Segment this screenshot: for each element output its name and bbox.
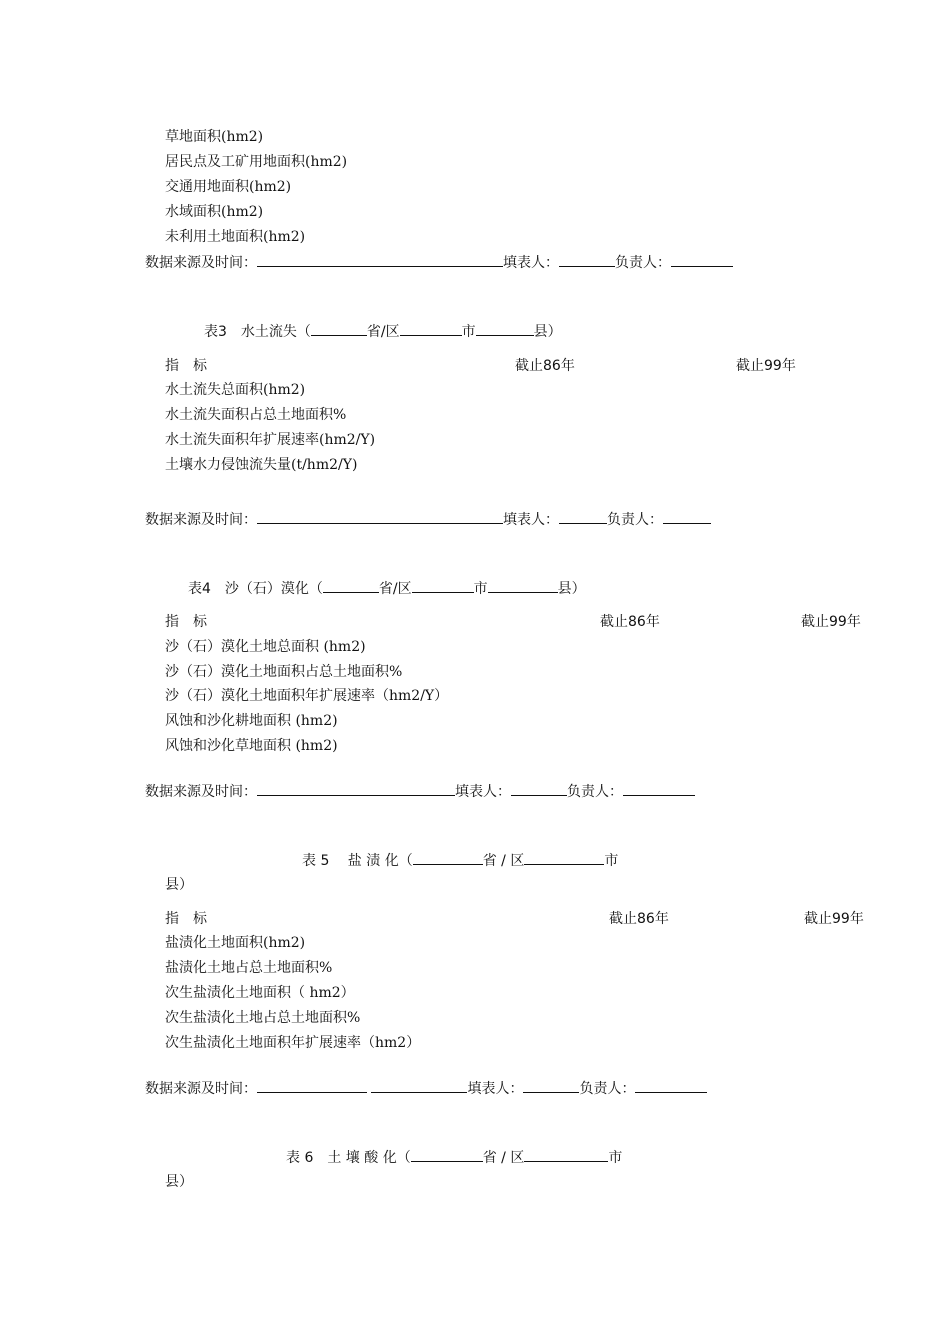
- table5-title-county: 县）: [165, 877, 193, 893]
- table5-col-86: 截止86年: [609, 911, 669, 927]
- table5-row: 盐渍化土地面积(hm2): [165, 935, 306, 951]
- table3-row: 水土流失总面积(hm2): [165, 382, 306, 398]
- table2-footer: 数据来源及时间： 填表人： 负责人：: [145, 252, 733, 273]
- table2-row: 水域面积(hm2): [165, 204, 264, 220]
- table5-title: 表 5 盐 渍 化（ 省 / 区 市: [302, 850, 618, 871]
- table4-indicator-header: 指 标: [165, 614, 207, 630]
- table5-row: 次生盐渍化土地面积（ hm2）: [165, 985, 355, 1001]
- table3-row: 水土流失面积占总土地面积%: [165, 407, 347, 423]
- table5-row: 盐渍化土地占总土地面积%: [165, 960, 333, 976]
- table3-col-99: 截止99年: [736, 358, 796, 374]
- table5-row: 次生盐渍化土地占总土地面积%: [165, 1010, 361, 1026]
- table2-row: 草地面积(hm2): [165, 129, 264, 145]
- table3-row: 水土流失面积年扩展速率(hm2/Y): [165, 432, 376, 448]
- table5-row: 次生盐渍化土地面积年扩展速率（hm2）: [165, 1035, 421, 1051]
- table4-row: 风蚀和沙化耕地面积 (hm2): [165, 713, 338, 729]
- table5-footer: 数据来源及时间： 填表人： 负责人：: [145, 1078, 707, 1099]
- table4-col-86: 截止86年: [600, 614, 660, 630]
- table5-col-99: 截止99年: [804, 911, 864, 927]
- table5-indicator-header: 指 标: [165, 911, 207, 927]
- table4-footer: 数据来源及时间： 填表人： 负责人：: [145, 781, 695, 802]
- table3-footer: 数据来源及时间： 填表人： 负责人：: [145, 509, 711, 530]
- table3-indicator-header: 指 标: [165, 358, 207, 374]
- table4-row: 沙（石）漠化土地面积年扩展速率（hm2/Y）: [165, 688, 449, 704]
- table4-row: 沙（石）漠化土地面积占总土地面积%: [165, 664, 403, 680]
- table2-row: 交通用地面积(hm2): [165, 179, 292, 195]
- table3-row: 土壤水力侵蚀流失量(t/hm2/Y): [165, 457, 358, 473]
- table2-row: 居民点及工矿用地面积(hm2): [165, 154, 348, 170]
- table2-row: 未利用土地面积(hm2): [165, 229, 306, 245]
- table3-title: 表3 水土流失（ 省/区 市 县）: [204, 321, 562, 342]
- table4-row: 风蚀和沙化草地面积 (hm2): [165, 738, 338, 754]
- table4-row: 沙（石）漠化土地总面积 (hm2): [165, 639, 366, 655]
- table4-col-99: 截止99年: [801, 614, 861, 630]
- table6-title-county: 县）: [165, 1174, 193, 1190]
- table3-col-86: 截止86年: [515, 358, 575, 374]
- table6-title: 表 6 土 壤 酸 化（ 省 / 区 市: [286, 1147, 622, 1168]
- table4-title: 表4 沙（石）漠化（ 省/区 市 县）: [188, 578, 586, 599]
